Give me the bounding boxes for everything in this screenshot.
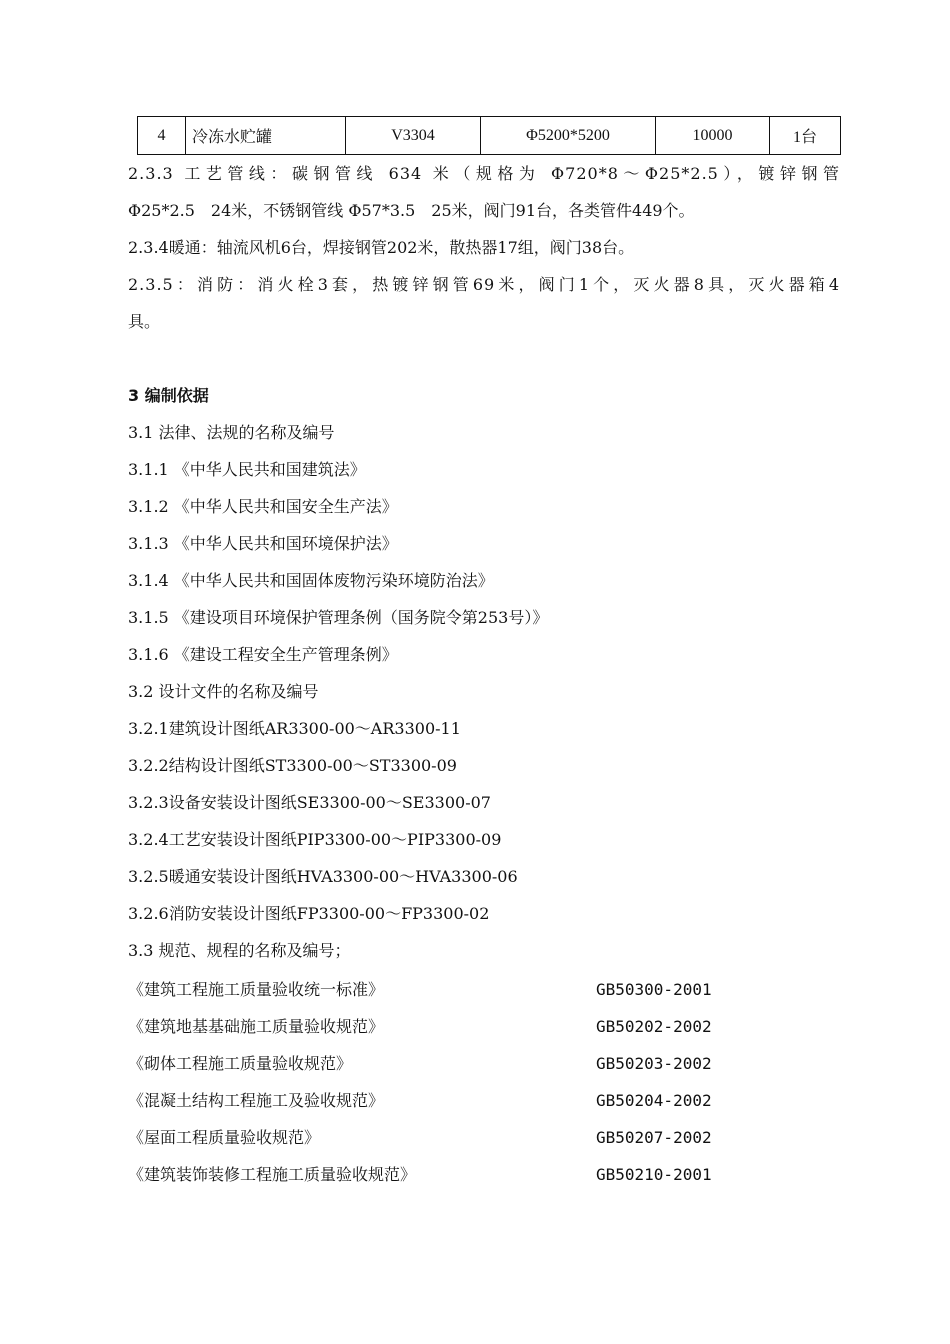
section-title-3-2: 3.2 设计文件的名称及编号 (128, 682, 319, 701)
standard-name: 《建筑装饰装修工程施工质量验收规范》 (128, 1165, 417, 1184)
list-item: 3.2.6消防安装设计图纸FP3300-00～FP3300-02 (128, 904, 490, 923)
standard-code: GB50210-2001 (596, 1165, 712, 1184)
cell-capacity: 10000 (656, 117, 770, 155)
standard-name: 《混凝土结构工程施工及验收规范》 (128, 1091, 385, 1110)
section-title-3-3: 3.3 规范、规程的名称及编号； (128, 941, 351, 960)
standard-name: 《屋面工程质量验收规范》 (128, 1128, 321, 1147)
list-item: 3.1.4 《中华人民共和国固体废物污染环境防治法》 (128, 571, 494, 590)
para-2-3-4: 2.3.4暖通：轴流风机6台，焊接钢管202米，散热器17组，阀门38台。 (128, 238, 635, 257)
standard-code: GB50203-2002 (596, 1054, 712, 1073)
list-item: 3.1.5 《建设项目环境保护管理条例（国务院令第253号）》 (128, 608, 549, 627)
standard-code: GB50207-2002 (596, 1128, 712, 1147)
list-item: 3.2.4工艺安装设计图纸PIP3300-00～PIP3300-09 (128, 830, 502, 849)
standard-name: 《建筑地基基础施工质量验收规范》 (128, 1017, 385, 1036)
cell-no: 4 (138, 117, 186, 155)
para-2-3-5-line1: 2.3.5：消防：消火栓3套，热镀锌钢管69米，阀门1个，灭火器8具，灭火器箱4 (128, 275, 840, 294)
list-item: 3.1.1 《中华人民共和国建筑法》 (128, 460, 366, 479)
para-2-3-3-line2: Φ25*2.5 24米，不锈钢管线 Φ57*3.5 25米，阀门91台，各类管件449个。 (128, 201, 695, 220)
standard-code: GB50300-2001 (596, 980, 712, 999)
equipment-table (137, 116, 841, 155)
cell-model: V3304 (346, 117, 481, 155)
table-row (138, 117, 841, 155)
standard-code: GB50204-2002 (596, 1091, 712, 1110)
list-item: 3.1.3 《中华人民共和国环境保护法》 (128, 534, 398, 553)
standard-name: 《砌体工程施工质量验收规范》 (128, 1054, 353, 1073)
list-item: 3.1.6 《建设工程安全生产管理条例》 (128, 645, 398, 664)
section-title-3-1: 3.1 法律、法规的名称及编号 (128, 423, 335, 442)
section-heading-3: 3 编制依据 (128, 386, 209, 405)
cell-qty: 1台 (770, 117, 841, 155)
list-item: 3.2.2结构设计图纸ST3300-00～ST3300-09 (128, 756, 457, 775)
cell-name: 冷冻水贮罐 (186, 117, 346, 155)
para-2-3-5-line2: 具。 (128, 312, 161, 331)
standard-code: GB50202-2002 (596, 1017, 712, 1036)
para-2-3-3-line1: 2.3.3 工艺管线：碳钢管线 634 米（规格为 Φ720*8～Φ25*2.5），镀锌钢管 (128, 164, 840, 183)
list-item: 3.2.1建筑设计图纸AR3300-00～AR3300-11 (128, 719, 461, 738)
standard-name: 《建筑工程施工质量验收统一标准》 (128, 980, 385, 999)
list-item: 3.1.2 《中华人民共和国安全生产法》 (128, 497, 398, 516)
cell-spec: Φ5200*5200 (481, 117, 656, 155)
list-item: 3.2.3设备安装设计图纸SE3300-00～SE3300-07 (128, 793, 491, 812)
list-item: 3.2.5暖通安装设计图纸HVA3300-00～HVA3300-06 (128, 867, 518, 886)
